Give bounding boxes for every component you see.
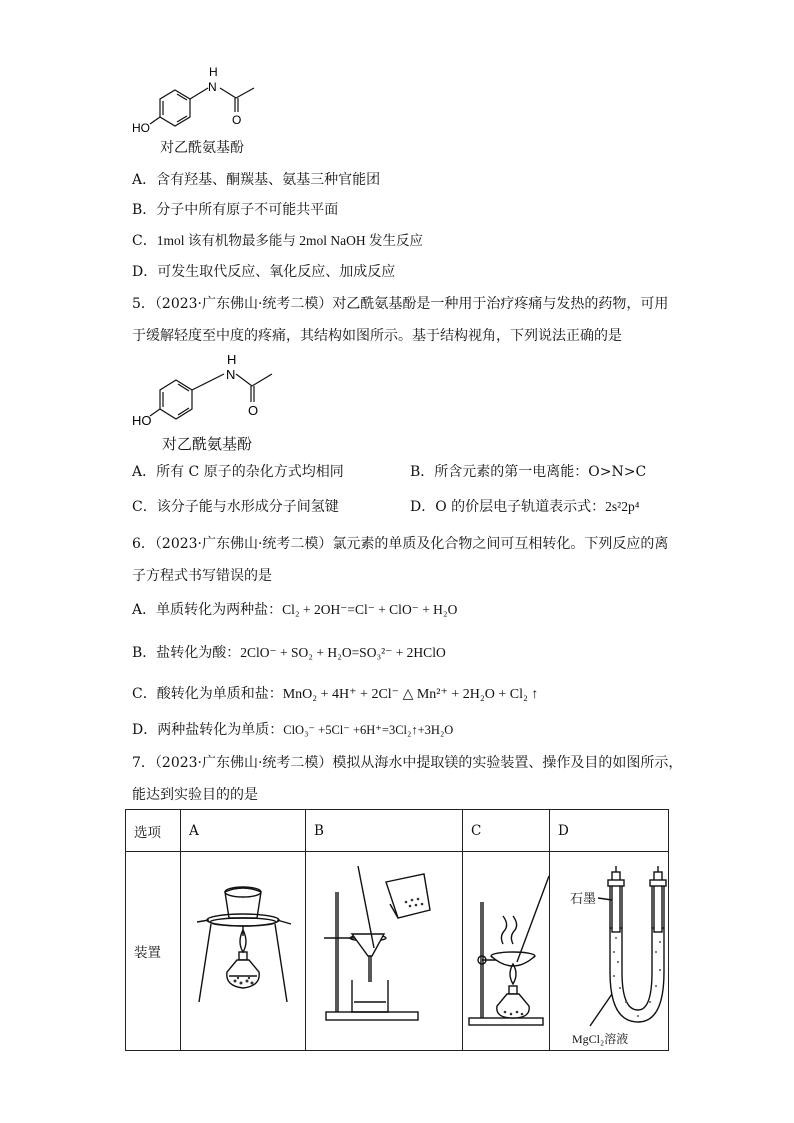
molecule-structure-2 bbox=[130, 350, 280, 432]
q4-option-d: D．可发生取代反应、氧化反应、加成反应 bbox=[132, 264, 396, 280]
q5-option-a: A．所有 C 原子的杂化方式均相同 bbox=[132, 464, 344, 480]
q4-option-c-text: 1mol 该有机物最多能与 2mol NaOH 发生反应 bbox=[156, 233, 423, 248]
q5-stem-line2: 于缓解轻度至中度的疼痛，其结构如图所示。基于结构视角，下列说法正确的是 bbox=[132, 328, 622, 344]
q7-table-header-row bbox=[126, 810, 669, 852]
q6-stem-line2: 子方程式书写错误的是 bbox=[132, 568, 272, 584]
apparatus-a-crucible bbox=[181, 852, 306, 1051]
q6-option-b-label: B．盐转化为酸： bbox=[132, 645, 241, 661]
q7-header-a: A bbox=[181, 810, 306, 852]
molecule-structure-1 bbox=[130, 66, 280, 138]
q7-header-c: C bbox=[463, 810, 550, 852]
q4-option-c-prefix: C． bbox=[132, 233, 157, 249]
q4-option-b: B．分子中所有原子不可能共平面 bbox=[132, 202, 339, 218]
apparatus-d-electrolysis bbox=[550, 852, 669, 1051]
apparatus-b-filtration bbox=[306, 852, 463, 1051]
q5-option-d-label: D．O 的价层电子轨道表示式： bbox=[410, 499, 606, 515]
q7-stem-line1: 7．（2023·广东佛山·统考二模）模拟从海水中提取镁的实验装置、操作及目的如图所示， bbox=[132, 755, 683, 771]
mol1-caption: 对乙酰氨基酚 bbox=[160, 140, 244, 156]
q6-stem-line1: 6．（2023·广东佛山·统考二模）氯元素的单质及化合物之间可互相转化。下列反应的离 bbox=[132, 536, 669, 552]
q5-option-c: C．该分子能与水形成分子间氢键 bbox=[132, 499, 339, 515]
q6-option-a-label: A．单质转化为两种盐： bbox=[132, 602, 283, 618]
q6-option-d-label: D．两种盐转化为单质： bbox=[132, 722, 284, 738]
q5-option-d-formula: 2s²2p⁴ bbox=[605, 499, 640, 514]
mol2-n: N bbox=[226, 367, 236, 382]
q6-option-b-equation: 2ClO⁻ + SO₂ + H₂O=SO₃²⁻ + 2HClO bbox=[240, 645, 446, 660]
q6-option-b bbox=[132, 643, 446, 663]
q7-header-option: 选项 bbox=[126, 810, 181, 852]
q6-option-c bbox=[132, 684, 538, 705]
q5-option-b: B．所含元素的第一电离能：O>N>C bbox=[410, 464, 647, 480]
mol2-h: H bbox=[227, 352, 237, 367]
apparatus-c-evaporation bbox=[463, 852, 550, 1051]
mol1-n: N bbox=[208, 80, 217, 94]
q7-options-table bbox=[125, 809, 669, 1051]
q7-header-b: B bbox=[306, 810, 463, 852]
q6-option-a-equation: Cl₂ + 2OH⁻=Cl⁻ + ClO⁻ + H₂O bbox=[282, 602, 458, 617]
mol1-o: O bbox=[232, 113, 242, 127]
q4-option-c bbox=[132, 231, 423, 251]
q6-option-d bbox=[132, 720, 453, 740]
mol1-h: H bbox=[209, 66, 218, 79]
mol2-ho: HO bbox=[132, 413, 152, 428]
q5-option-d bbox=[410, 497, 639, 517]
q6-option-d-equation: ClO₃⁻ +5Cl⁻ +6H⁺=3Cl₂↑+3H₂O bbox=[283, 723, 454, 737]
q5-stem-line1: 5．（2023·广东佛山·统考二模）对乙酰氨基酚是一种用于治疗疼痛与发热的药物，可用 bbox=[132, 296, 669, 312]
mgcl2-solution-label: MgCl₂溶液 bbox=[572, 1032, 629, 1046]
mol2-o: O bbox=[248, 403, 259, 418]
q6-option-a bbox=[132, 600, 457, 620]
q7-stem-line2: 能达到实验目的的是 bbox=[132, 787, 258, 803]
mol2-caption: 对乙酰氨基酚 bbox=[162, 435, 253, 453]
graphite-electrode-label: 石墨 bbox=[570, 888, 596, 907]
q6-option-c-label: C．酸转化为单质和盐： bbox=[132, 686, 283, 702]
q4-option-a: A．含有羟基、酮羰基、氨基三种官能团 bbox=[132, 172, 381, 188]
q7-row-label: 装置 bbox=[126, 852, 181, 1051]
q7-header-d: D bbox=[550, 810, 669, 852]
q7-table-apparatus-row bbox=[126, 852, 669, 1051]
mol1-ho: HO bbox=[132, 121, 150, 135]
q6-option-c-equation: MnO₂ + 4H⁺ + 2Cl⁻ △ Mn²⁺ + 2H₂O + Cl₂ ↑ bbox=[282, 687, 539, 702]
